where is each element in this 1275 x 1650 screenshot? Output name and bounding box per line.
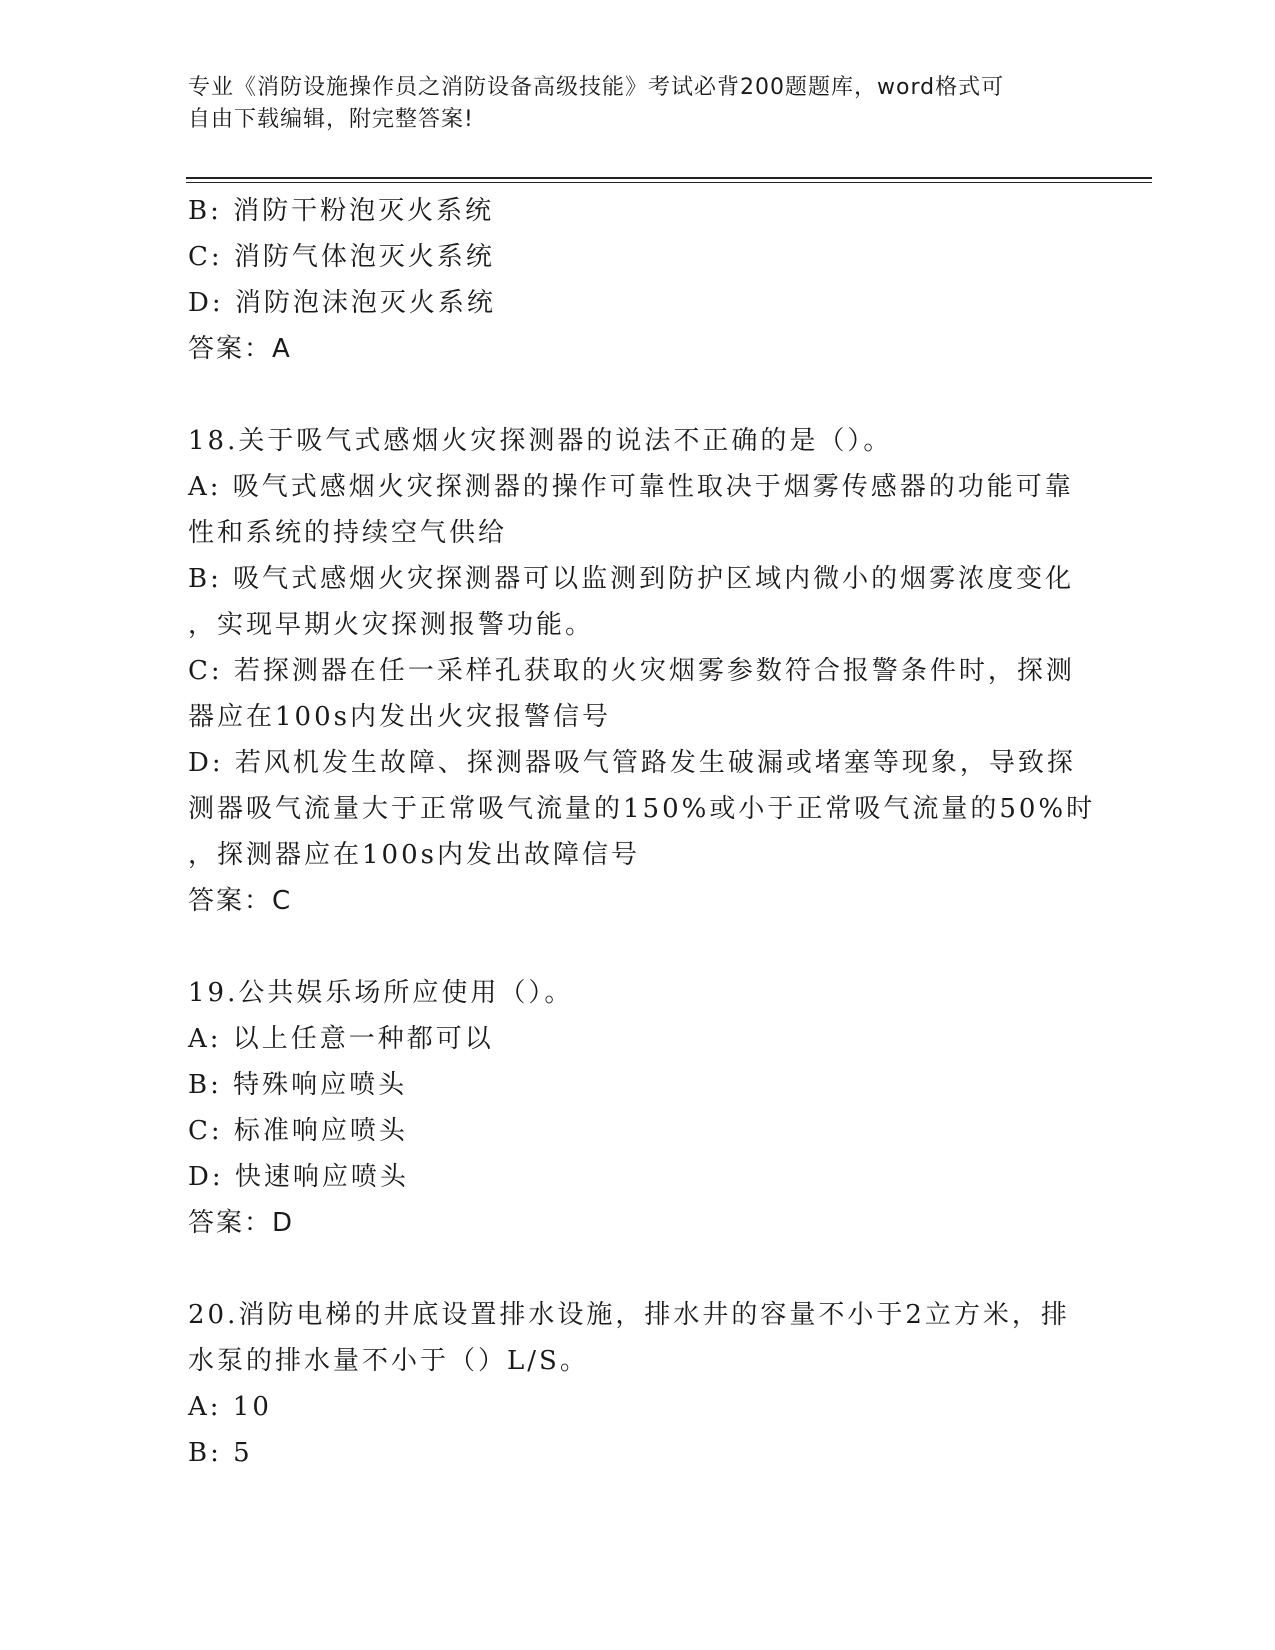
option-a-line-1: A: 吸气式感烟火灾探测器的操作可靠性取决于烟雾传感器的功能可靠 xyxy=(188,472,1074,502)
question-19 xyxy=(188,970,1088,1246)
answer-label: 答案：A xyxy=(188,334,292,364)
question-spacer xyxy=(188,1246,1088,1292)
option-d: D: 快速响应喷头 xyxy=(188,1162,409,1192)
option-c: C: 标准响应喷头 xyxy=(188,1116,408,1146)
option-d-line-1: D: 若风机发生故障、探测器吸气管路发生破漏或堵塞等现象，导致探 xyxy=(188,748,1076,778)
option-a: A: 10 xyxy=(188,1392,272,1422)
header-line-1: 专业《消防设施操作员之消防设备高级技能》考试必背200题题库，word格式可 xyxy=(188,75,1005,100)
question-18 xyxy=(188,418,1096,924)
question-spacer xyxy=(188,372,1088,418)
question-20 xyxy=(188,1292,1088,1476)
question-content xyxy=(188,188,1096,1476)
question-stem-line-1: 20.消防电梯的井底设置排水设施，排水井的容量不小于2立方米，排 xyxy=(188,1300,1070,1330)
option-d-line-3: ，探测器应在100s内发出故障信号 xyxy=(188,840,640,870)
question-stem: 19.公共娱乐场所应使用（）。 xyxy=(188,978,574,1008)
option-a-line-2: 性和系统的持续空气供给 xyxy=(188,518,508,548)
page-header xyxy=(188,72,1068,136)
answer-label: 答案：C xyxy=(188,886,293,916)
option-b-line-2: ，实现早期火灾探测报警功能。 xyxy=(188,610,595,640)
option-a: A: 以上任意一种都可以 xyxy=(188,1024,494,1054)
question-stem: 18.关于吸气式感烟火灾探测器的说法不正确的是（）。 xyxy=(188,426,893,456)
option-b-line-1: B: 吸气式感烟火灾探测器可以监测到防护区域内微小的烟雾浓度变化 xyxy=(188,564,1075,594)
answer-label: 答案：D xyxy=(188,1208,295,1238)
header-line-2: 自由下载编辑，附完整答案! xyxy=(188,107,474,132)
option-d: D: 消防泡沫泡灭火系统 xyxy=(188,288,496,318)
option-b: B: 5 xyxy=(188,1438,253,1468)
header-rule-thin xyxy=(186,182,1152,183)
header-rule-thick xyxy=(186,177,1152,179)
option-c: C: 消防气体泡灭火系统 xyxy=(188,242,495,272)
option-c-line-2: 器应在100s内发出火灾报警信号 xyxy=(188,702,611,732)
question-spacer xyxy=(188,924,1088,970)
option-c-line-1: C: 若探测器在任一采样孔获取的火灾烟雾参数符合报警条件时，探测 xyxy=(188,656,1075,686)
option-d-line-2: 测器吸气流量大于正常吸气流量的150%或小于正常吸气流量的50%时 xyxy=(188,794,1096,824)
option-b: B: 特殊响应喷头 xyxy=(188,1070,408,1100)
option-b: B: 消防干粉泡灭火系统 xyxy=(188,196,495,226)
question-17-tail xyxy=(188,188,1088,372)
question-stem-line-2: 水泵的排水量不小于（）L/S。 xyxy=(188,1346,589,1376)
